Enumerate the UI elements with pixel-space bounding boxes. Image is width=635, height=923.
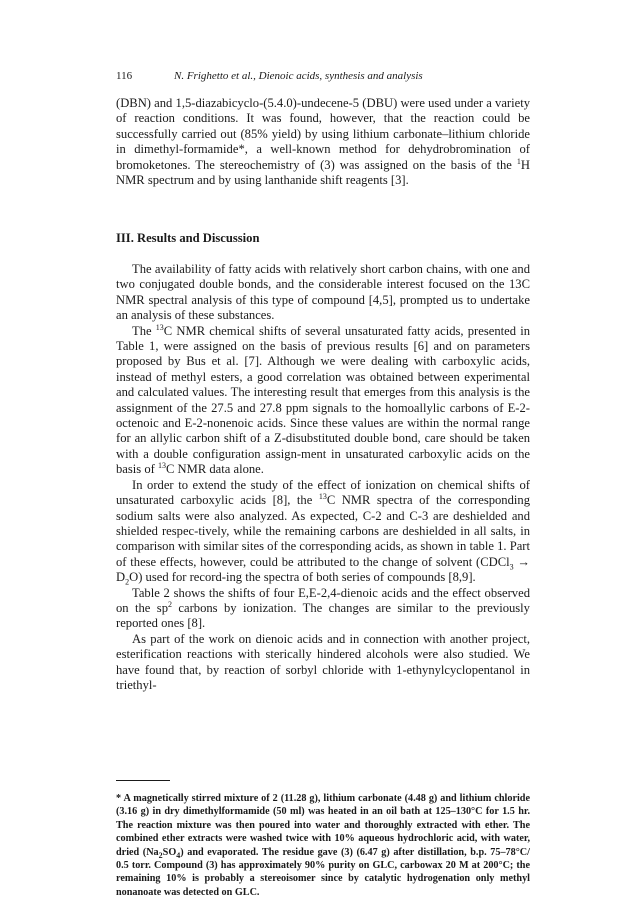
intro-superscript: 1	[516, 156, 521, 166]
paragraph-2-text-a: The	[132, 323, 156, 338]
paragraph-3-sub-2: 2	[125, 577, 130, 587]
paragraph-4-sup: 2	[168, 599, 172, 609]
paragraph-2-sup-2: 13	[157, 461, 166, 471]
paragraph-3-sub-1: 3	[509, 562, 514, 572]
footnote-sub-2: 4	[176, 850, 181, 860]
paragraph-4-text-a: Table 2 shows the shifts of four E,E-2,4-dienoic acids and the effect observed on the sp	[116, 585, 530, 615]
section-heading: III. Results and Discussion	[116, 231, 260, 245]
running-title: N. Frighetto et al., Dienoic acids, synthesis and analysis	[174, 70, 423, 82]
footnote-marker: *	[238, 142, 245, 157]
running-header	[116, 70, 536, 82]
paragraph-2	[116, 324, 530, 478]
paragraph-4-text-b: carbons by ionization. The changes are similar to the previously reported ones [8].	[116, 600, 530, 631]
paragraph-3	[116, 478, 530, 586]
paragraph-5: As part of the work on dienoic acids and in connection with another project, esterification reactions with sterically hindered alcohols were also studied. We have found that, by reaction of sorbyl chloride with 1-ethynylcyclopentanol in triethyl-	[116, 631, 530, 692]
intro-paragraph	[116, 96, 530, 188]
footnote	[116, 792, 530, 899]
footnote-text-c: ) and evaporated. The residue gave (3) (6.47 g) after distillation, b.p. 75–78°C/ 0.5 torr. Compound (3) has approximately 90% purity on GLC, carbowax 20 M at 200°C; the remaining 10% is probably a stereoisomer since by catalytic hydrogenation only methyl nonanoate was detected on GLC.	[116, 846, 530, 898]
section-body	[116, 262, 530, 693]
paragraph-3-sup: 13	[318, 491, 327, 501]
paragraph-3-arrow: → D	[116, 554, 530, 585]
paragraph-3-text-a: In order to extend the study of the effect of ionization on chemical shifts of unsaturated carboxylic acids [8], the	[116, 477, 530, 508]
intro-text-b: , a well-known method for dehydrobromination of bromoketones. The stereochemistry of (3) was assigned on the basis of the	[116, 142, 530, 172]
paragraph-4	[116, 586, 530, 632]
footnote-text-a: * A magnetically stirred mixture of 2 (11.28 g), lithium carbonate (4.48 g) and lithium chloride (3.16 g) in dry dimethylformamide (50 ml) was heated in an oil bath at 125–130°C for 1.5 hr. The reaction mixture was then poured into water and thoroughly extracted with ether. The combined ether extracts were washed twice with 10% aqueous hydrochloric acid, with water, dried (Na	[116, 793, 530, 858]
paragraph-2-sup-1: 13	[155, 322, 164, 332]
paragraph-2-text-c: C NMR data alone.	[165, 462, 264, 477]
intro-text-c: H NMR spectrum and by using lanthanide shift reagents [3].	[116, 157, 530, 188]
footnote-text-b: SO	[162, 846, 177, 858]
intro-text-a: (DBN) and 1,5-diazabicyclo-(5.4.0)-undecene-5 (DBU) were used under a variety of reaction conditions. It was found, however, that the reaction could be successfully carried out (85% yield) by using lithium carbonate–lithium chloride in dimethyl-formamide	[116, 96, 530, 157]
footnote-divider	[116, 780, 170, 781]
footnote-sub-1: 2	[158, 850, 163, 860]
paragraph-2-text-b: C NMR chemical shifts of several unsaturated fatty acids, presented in Table 1, were assigned on the basis of previous results [6] and on parameters proposed by Bus et al. [7]. Although we were dealing with carboxylic acids, instead of methyl esters, a good correlation was obtained between experimental and calculated values. The interesting result that emerges from this analysis is the assignment of the 27.5 and 27.8 ppm signals to the homoallylic carbons of E-2-octenoic and E-2-nonenoic acids. Since these values are within the normal range for an allylic carbon shift of a Z-disubstituted double bond, care should be taken with a double configuration assign-ment in unsaturated carboxylic acids on the basis of	[116, 323, 531, 477]
paragraph-1: The availability of fatty acids with relatively short carbon chains, with one and two conjugated double bonds, and the considerable interest focused on the 13C NMR spectral analysis of this type of compound [4,5], prompted us to undertake an analysis of these substances.	[116, 262, 530, 323]
page-number: 116	[116, 70, 133, 82]
paragraph-3-text-c: O) used for record-ing the spectra of both series of compounds [8,9].	[129, 570, 476, 585]
paragraph-3-text-b: C NMR spectra of the corresponding sodium salts were also analyzed. As expected, C-2 and C-3 are deshielded and shielded respec-tively, while the remaining carbons are deshielded in all salts, in comparison with similar sites of the corresponding acids, as shown in table 1. Part of these effects, however, could be attributed to the change of solvent (CDCl	[116, 493, 530, 569]
